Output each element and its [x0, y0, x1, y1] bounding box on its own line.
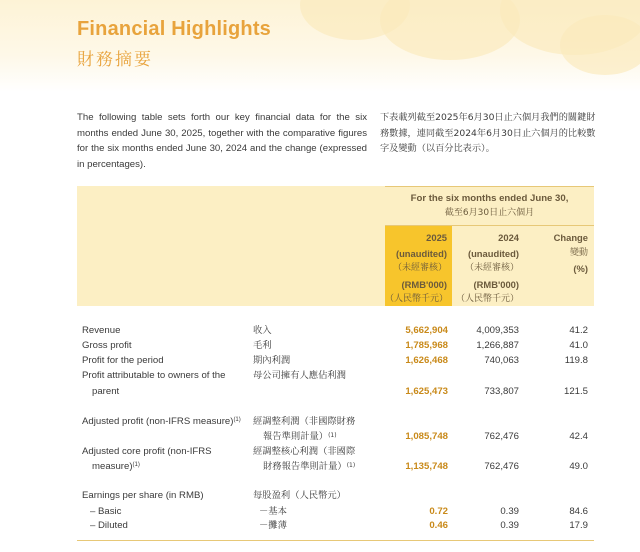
column-unit: (RMB'000): [401, 278, 447, 290]
row-label: [82, 414, 242, 429]
value-2024: 4,009,353: [476, 325, 519, 336]
value-2024: 1,266,887: [476, 340, 519, 351]
row-label-text: 報告準則計量）: [263, 431, 329, 442]
value-2024: 762,476: [484, 431, 519, 442]
row-label-chinese: 期內利潤: [253, 355, 291, 366]
value-2025: 5,662,904: [405, 325, 448, 336]
value-2024: 733,807: [484, 386, 519, 397]
value-2024: 0.39: [500, 520, 519, 531]
column-unit: (%): [573, 263, 588, 274]
value-change: 41.0: [569, 340, 588, 351]
footnote-marker: (1): [346, 462, 356, 469]
period-header: [385, 191, 594, 221]
column-header-2024: [455, 230, 519, 308]
value-2024: 0.39: [500, 506, 519, 517]
row-label-chinese: 每股盈利（人民幣元）: [253, 490, 346, 501]
row-label-chinese-continued: [253, 459, 383, 474]
footnote-marker: (1): [328, 432, 337, 439]
value-2025: 1,625,473: [405, 386, 448, 397]
row-label: – Basic: [90, 506, 122, 517]
value-2024: 762,476: [484, 461, 519, 472]
value-change: 119.8: [564, 355, 588, 366]
row-label-chinese: 母公司擁有人應佔利潤: [253, 370, 346, 381]
page-title-chinese: 財務摘要: [77, 50, 153, 70]
column-status-chinese: （未經審核）: [392, 263, 447, 273]
value-change: 17.9: [569, 520, 588, 531]
row-label: Revenue: [82, 325, 121, 336]
column-unit-chinese: （人民幣千元）: [455, 294, 519, 304]
value-change: 42.4: [569, 431, 588, 442]
column-year: 2024: [498, 232, 519, 243]
value-2025: 1,785,968: [405, 340, 448, 351]
row-label: Adjusted core profit (non-IFRS: [82, 446, 212, 457]
value-change: 49.0: [569, 461, 588, 472]
value-2025: 0.46: [429, 520, 448, 531]
column-header-2025: [385, 230, 447, 308]
row-label-chinese: 經調整利潤（非國際財務: [253, 416, 356, 427]
column-status: (unaudited): [467, 247, 519, 259]
column-header-change: [526, 230, 588, 277]
row-label-chinese-continued: [253, 429, 383, 444]
row-label: Profit for the period: [82, 355, 164, 366]
row-label-text: Adjusted profit (non-IFRS measure): [82, 416, 234, 427]
column-year: Change: [553, 232, 588, 243]
row-label-chinese: 收入: [253, 325, 272, 336]
value-2025: 1,626,468: [405, 355, 448, 366]
value-change: 41.2: [569, 325, 588, 336]
row-label-chinese: －基本: [259, 506, 287, 517]
intro-paragraph-english: The following table sets forth our key financial data for the six months ended June 30, 2025, together with the comparative figures for the six months ended June 30, 2024 and the change (expressed in percentages).: [77, 112, 367, 170]
row-label-chinese: 經調整核心利潤（非國際: [253, 446, 356, 457]
row-label: – Diluted: [90, 520, 128, 531]
row-label: Earnings per share (in RMB): [82, 490, 204, 501]
value-2025: 1,085,748: [405, 431, 448, 442]
value-change: 121.5: [563, 386, 588, 397]
footnote-marker: (1): [233, 417, 241, 423]
value-change: 84.6: [569, 506, 588, 517]
column-status-chinese: 變動: [569, 247, 588, 258]
column-status-chinese: （未經審核）: [464, 263, 519, 273]
decorative-cloud: [560, 15, 640, 75]
period-header-chinese: 截至6月30日止六個月: [444, 208, 535, 218]
row-label-chinese: 毛利: [253, 340, 272, 351]
row-label: Gross profit: [82, 340, 132, 351]
value-2024: 740,063: [484, 355, 519, 366]
row-label-continued: [82, 459, 252, 474]
intro-paragraph-chinese: 下表載列截至2025年6月30日止六個月我們的關鍵財務數據，連同截至2024年6月30日止六個月的比較數字及變動（以百分比表示）。: [380, 112, 596, 154]
row-label-chinese: －攤薄: [259, 520, 287, 531]
value-2025: 1,135,748: [405, 461, 448, 472]
row-label: Profit attributable to owners of the: [82, 370, 226, 381]
column-unit-chinese: （人民幣千元）: [385, 294, 449, 304]
row-label-continued: parent: [92, 386, 120, 397]
column-status: (unaudited): [395, 247, 447, 259]
value-2025: 0.72: [429, 506, 448, 517]
row-label-text: 財務報告準則計量）: [263, 461, 347, 472]
page-title: Financial Highlights: [77, 18, 272, 40]
header-divider: [385, 186, 594, 187]
period-header-english: For the six months ended June 30,: [410, 193, 569, 204]
column-year: 2025: [426, 232, 447, 243]
column-unit: (RMB'000): [473, 278, 519, 290]
row-label-text: measure): [92, 461, 133, 472]
table-bottom-rule: [77, 540, 594, 541]
footnote-marker: (1): [132, 462, 140, 468]
